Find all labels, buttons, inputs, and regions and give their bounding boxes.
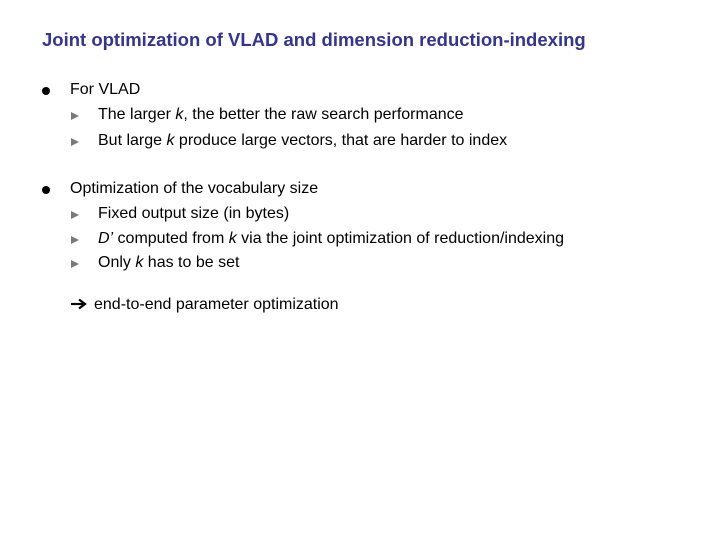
bullet-icon bbox=[42, 186, 50, 194]
triangle-bullet-icon bbox=[71, 236, 79, 244]
bullet-vocabulary-size: Optimization of the vocabulary size bbox=[70, 180, 319, 197]
conclusion-line bbox=[70, 296, 339, 314]
bullet-icon bbox=[42, 87, 50, 95]
sub-bullet-fixed-output: Fixed output size (in bytes) bbox=[98, 205, 290, 222]
right-arrow-icon bbox=[70, 298, 88, 310]
slide-title: Joint optimization of VLAD and dimension reduction-indexing bbox=[42, 29, 586, 50]
triangle-bullet-icon bbox=[71, 138, 79, 146]
sub-bullet-larger-k: The larger k, the better the raw search performance bbox=[98, 106, 464, 123]
triangle-bullet-icon bbox=[71, 211, 79, 219]
sub-bullet-large-vectors: But large k produce large vectors, that are harder to index bbox=[98, 132, 508, 149]
triangle-bullet-icon bbox=[71, 112, 79, 120]
sub-bullet-d-prime: D’ computed from k via the joint optimization of reduction/indexing bbox=[98, 230, 565, 247]
triangle-bullet-icon bbox=[71, 260, 79, 268]
bullet-for-vlad: For VLAD bbox=[70, 81, 141, 98]
sub-bullet-only-k: Only k has to be set bbox=[98, 254, 240, 271]
conclusion-text: end-to-end parameter optimization bbox=[94, 296, 339, 313]
